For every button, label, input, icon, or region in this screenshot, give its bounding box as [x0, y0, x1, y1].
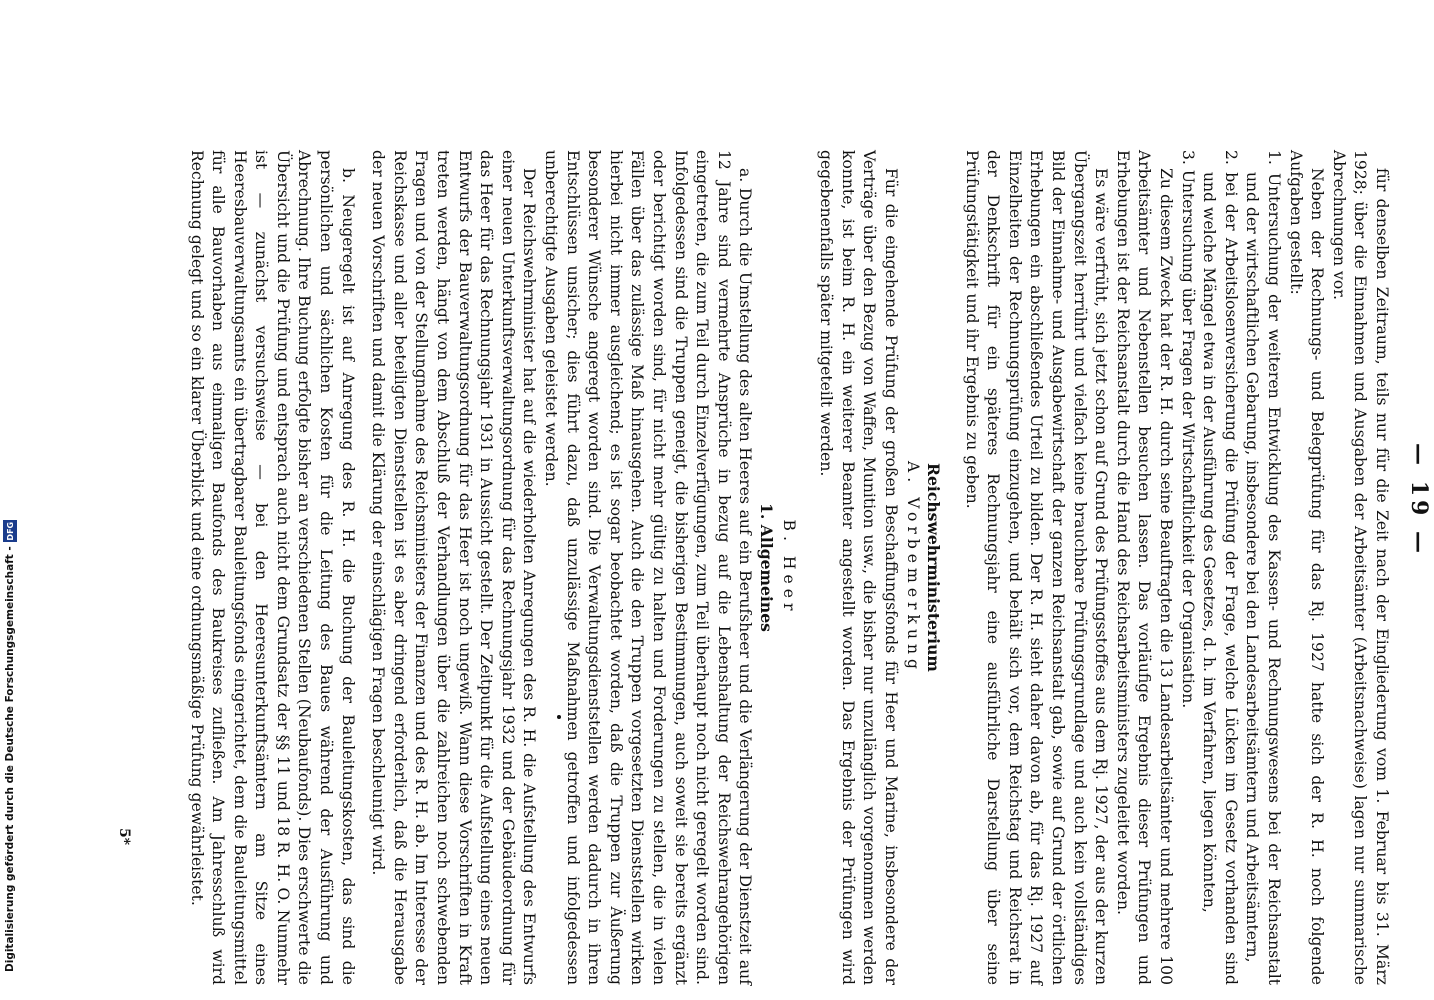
subsection-heading: A. Vorbemerkung — [903, 460, 922, 675]
signature-mark: 5* — [116, 828, 132, 846]
list-item: 3. Untersuchung über Fragen der Wirtschaftlichkeit der Organisation. — [1178, 150, 1197, 709]
paragraph: Für die eingehende Prüfung der großen Beschaffungsfonds für Heer und Marine, insbesondere der Verträge über den Bezug von Waffen, Munition usw., die bisher nur unzulänglich vorgenommen werden konnte, ist beim R. H. ein weiterer Beamter angestellt worden. Das Ergebnis der Prüfungen wird gegebenenfalls später mitgeteilt werden. — [817, 150, 900, 985]
page-number: — 19 — — [1406, 443, 1432, 557]
section-heading: Reichswehrministerium — [924, 463, 944, 672]
paragraph: Zu diesem Zweck hat der R. H. durch seine Beauftragten die 13 Landesarbeitsämter und mehrere 100 Arbeitsämter und Nebenstellen besuchen lassen. Das vorläufige Ergebnis dieser Prüfungen und Erhebungen ist der Reichsanstalt durch die Hand des Reichsarbeitsministers zugeleitet worden. — [1113, 150, 1176, 985]
print-speck — [557, 715, 561, 719]
list-item: 1. Untersuchung der weiteren Entwicklung des Kassen- und Rechnungswesens bei der Reichsanstalt und der wirtschaftlichen Gebarung, insbesondere bei den Landesarbeitsämtern und Arbeitsämtern, — [1243, 150, 1284, 985]
watermark-text: Digitalisierung gefördert durch die Deutsche Forschungsgemeinschaft - — [4, 546, 16, 972]
paragraph: Es wäre verfrüht, sich jetzt schon auf Grund des Prüfungsstoffes aus dem Rj. 1927, der aus der kurzen Übergangszeit herrührt und vielfach keine brauchbare Prüfungsgrundlage und auch kein vollständiges Bild der Einnahme- und Ausgabewirtschaft der ganzen Reichsanstalt gab, sowie auf Grund der örtlichen Erhebungen ein abschließendes Urteil zu bilden. Der R. H. sieht daher davon ab, für das Rj. 1927 auf Einzelheiten der Rechnungsprüfung einzugehen, und behält sich vor, dem Reichstag und Reichsrat in der Denkschrift für ein späteres Rechnungsjahr eine ausführliche Darstellung über seine Prüfungstätigkeit und ihr Ergebnis zu geben. — [962, 150, 1111, 985]
paragraph: b. Neugeregelt ist auf Anregung des R. H. die Buchung der Bauleitungskosten, das sind die persönlichen und sächlichen Kosten für die Leitung des Baues während der Ausführung und Abrechnung. Ihre Buchung erfolgte bisher an verschiedenen Stellen (Neubaufonds). Dies erschwerte die Übersicht und die Prüfung und entsprach auch nicht dem Grundsatz der §§ 11 und 18 R. H. O. Nunmehr ist — zunächst versuchsweise — bei den Heeresunterkunftsämtern am Sitze eines Heeresbauverwaltungsamts ein übertragbarer Bauleitungsfonds eingerichtet, dem die Bauleitungsmittel für alle Bauvorhaben aus einmaligen Baufonds des Baukreises zufließen. Am Jahresschluß wird Rechnung gelegt und so ein klarer Überblick und eine ordnungsmäßige Prüfung gewährleistet. — [187, 150, 357, 985]
paragraph: Neben der Rechnungs- und Belegprüfung für das Rj. 1927 hatte sich der R. H. noch folgende Aufgaben gestellt: — [1286, 150, 1327, 985]
list-item: 2. bei der Arbeitslosenversicherung die Prüfung der Frage, welche Lücken im Gesetz vorhanden sind und welche Mängel etwa in der Ausführung des Gesetzes, d. h. im Verfahren, liegen könnten, — [1200, 150, 1240, 985]
subsection-heading: B. Heer — [779, 519, 798, 616]
paragraph: Der Reichswehrminister hat auf die wiederholten Anregungen des R. H. die Aufstellung des Entwurfs einer neuen Unterkunftsverwaltungsordnung für das Rechnungsjahr 1932 und der Gebäudeordnung für das Heer für das Rechnungsjahr 1931 in Aussicht gestellt. Der Zeitpunkt für die Aufstellung eines neuen Entwurfs der Bauverwaltungsordnung für das Heer ist noch ungewiß. Wann diese Vorschriften in Kraft treten werden, hängt von dem Abschluß der Verhandlungen über die zahlreichen noch schwebenden Fragen und von der Stellungnahme des Reichsministers der Finanzen und des R. H. ab. Im Interesse der Reichskasse und aller beteiligten Dienststellen ist es aber dringend erforderlich, daß die Herausgabe der neuen Vorschriften und damit die Klärung der einschlägigen Fragen beschleunigt wird. — [369, 150, 539, 985]
sub-subsection-heading: 1. Allgemeines — [756, 503, 776, 632]
paragraph: für denselben Zeitraum, teils nur für die Zeit nach der Eingliederung vom 1. Februar bis 31. März 1928; über die Einnahmen und Ausgaben der Arbeitsämter (Arbeitsnachweise) lagen nur summarische Abrechnungen vor. — [1329, 150, 1391, 985]
digitization-watermark — [0, 0, 20, 1000]
document-body — [185, 150, 1392, 985]
dfg-logo-icon: DFG — [3, 520, 17, 542]
paragraph: a. Durch die Umstellung des alten Heeres auf ein Berufsheer und die Verlängerung der Dienstzeit auf 12 Jahre sind vermehrte Ansprüche in bezug auf die Lebenshaltung der Reichswehrangehörigen eingetreten, die zum Teil durch Einzelverfügungen, zum Teil überhaupt noch nicht geregelt worden sind. Infolgedessen sind die Truppen geneigt, die bisherigen Bestimmungen, auch soweit sie bereits ergänzt oder berichtigt worden sind, für nicht mehr gültig zu halten und Forderungen zu stellen, die in vielen Fällen über das zulässige Maß hinausgehen. Auch die den Truppen vorgesetzten Dienststellen wirken hierbei nicht immer ausgleichend; es ist sogar beobachtet worden, daß die Truppen zur Äußerung besonderer Wünsche angeregt worden sind. Die Verwaltungsdienststellen werden dadurch in ihren Entschlüssen unsicher; dies führt dazu, daß unzulässige Maßnahmen getroffen und infolgedessen unberechtigte Ausgaben geleistet werden. — [542, 150, 755, 985]
